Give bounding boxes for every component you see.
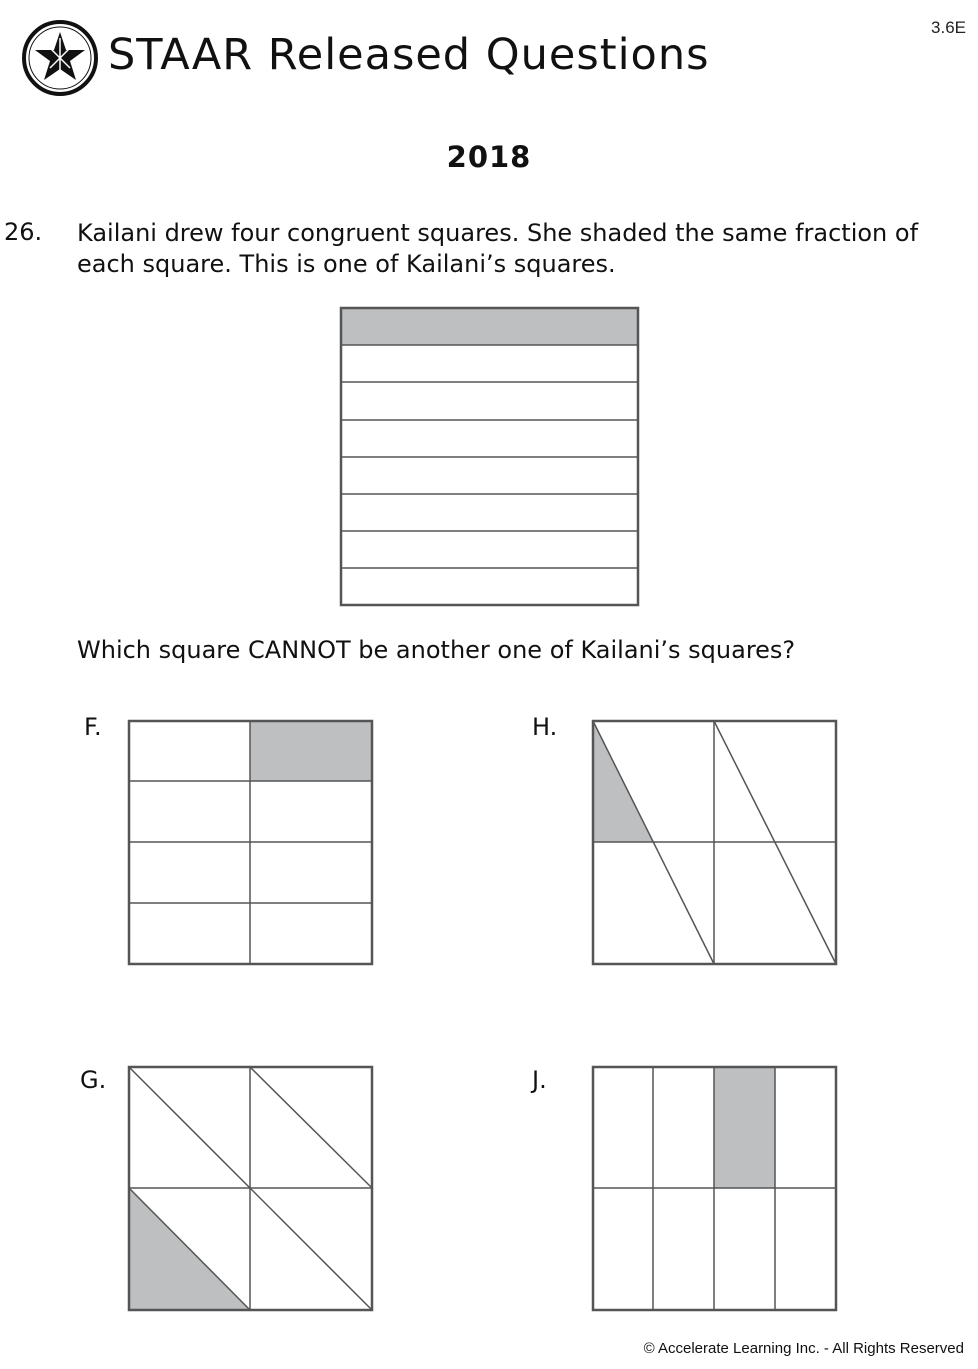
question-text: Kailani drew four congruent squares. She shaded the same fraction of each square. This is one of Kailani’s squares. (77, 219, 919, 278)
copyright-notice: © Accelerate Learning Inc. - All Rights Reserved (643, 1340, 964, 1357)
year-heading: 2018 (446, 140, 532, 174)
option-f-figure[interactable] (127, 719, 375, 967)
option-h-figure[interactable] (591, 719, 839, 967)
shaded-strip (341, 308, 638, 345)
question-prompt: Which square CANNOT be another one of Kailani’s squares? (77, 636, 796, 664)
option-j-figure[interactable] (591, 1065, 839, 1313)
option-h-label[interactable]: H. (532, 713, 558, 741)
star-circle-logo-icon (20, 18, 100, 98)
option-f-label[interactable]: F. (84, 713, 102, 741)
page-title: STAAR Released Questions (108, 30, 710, 80)
kailani-square-figure (339, 306, 641, 608)
standard-code: 3.6E (931, 18, 966, 37)
option-g-figure[interactable] (127, 1065, 375, 1313)
option-g-label[interactable]: G. (80, 1066, 107, 1094)
option-j-label[interactable]: J. (532, 1066, 547, 1094)
question-number: 26. (4, 218, 43, 246)
